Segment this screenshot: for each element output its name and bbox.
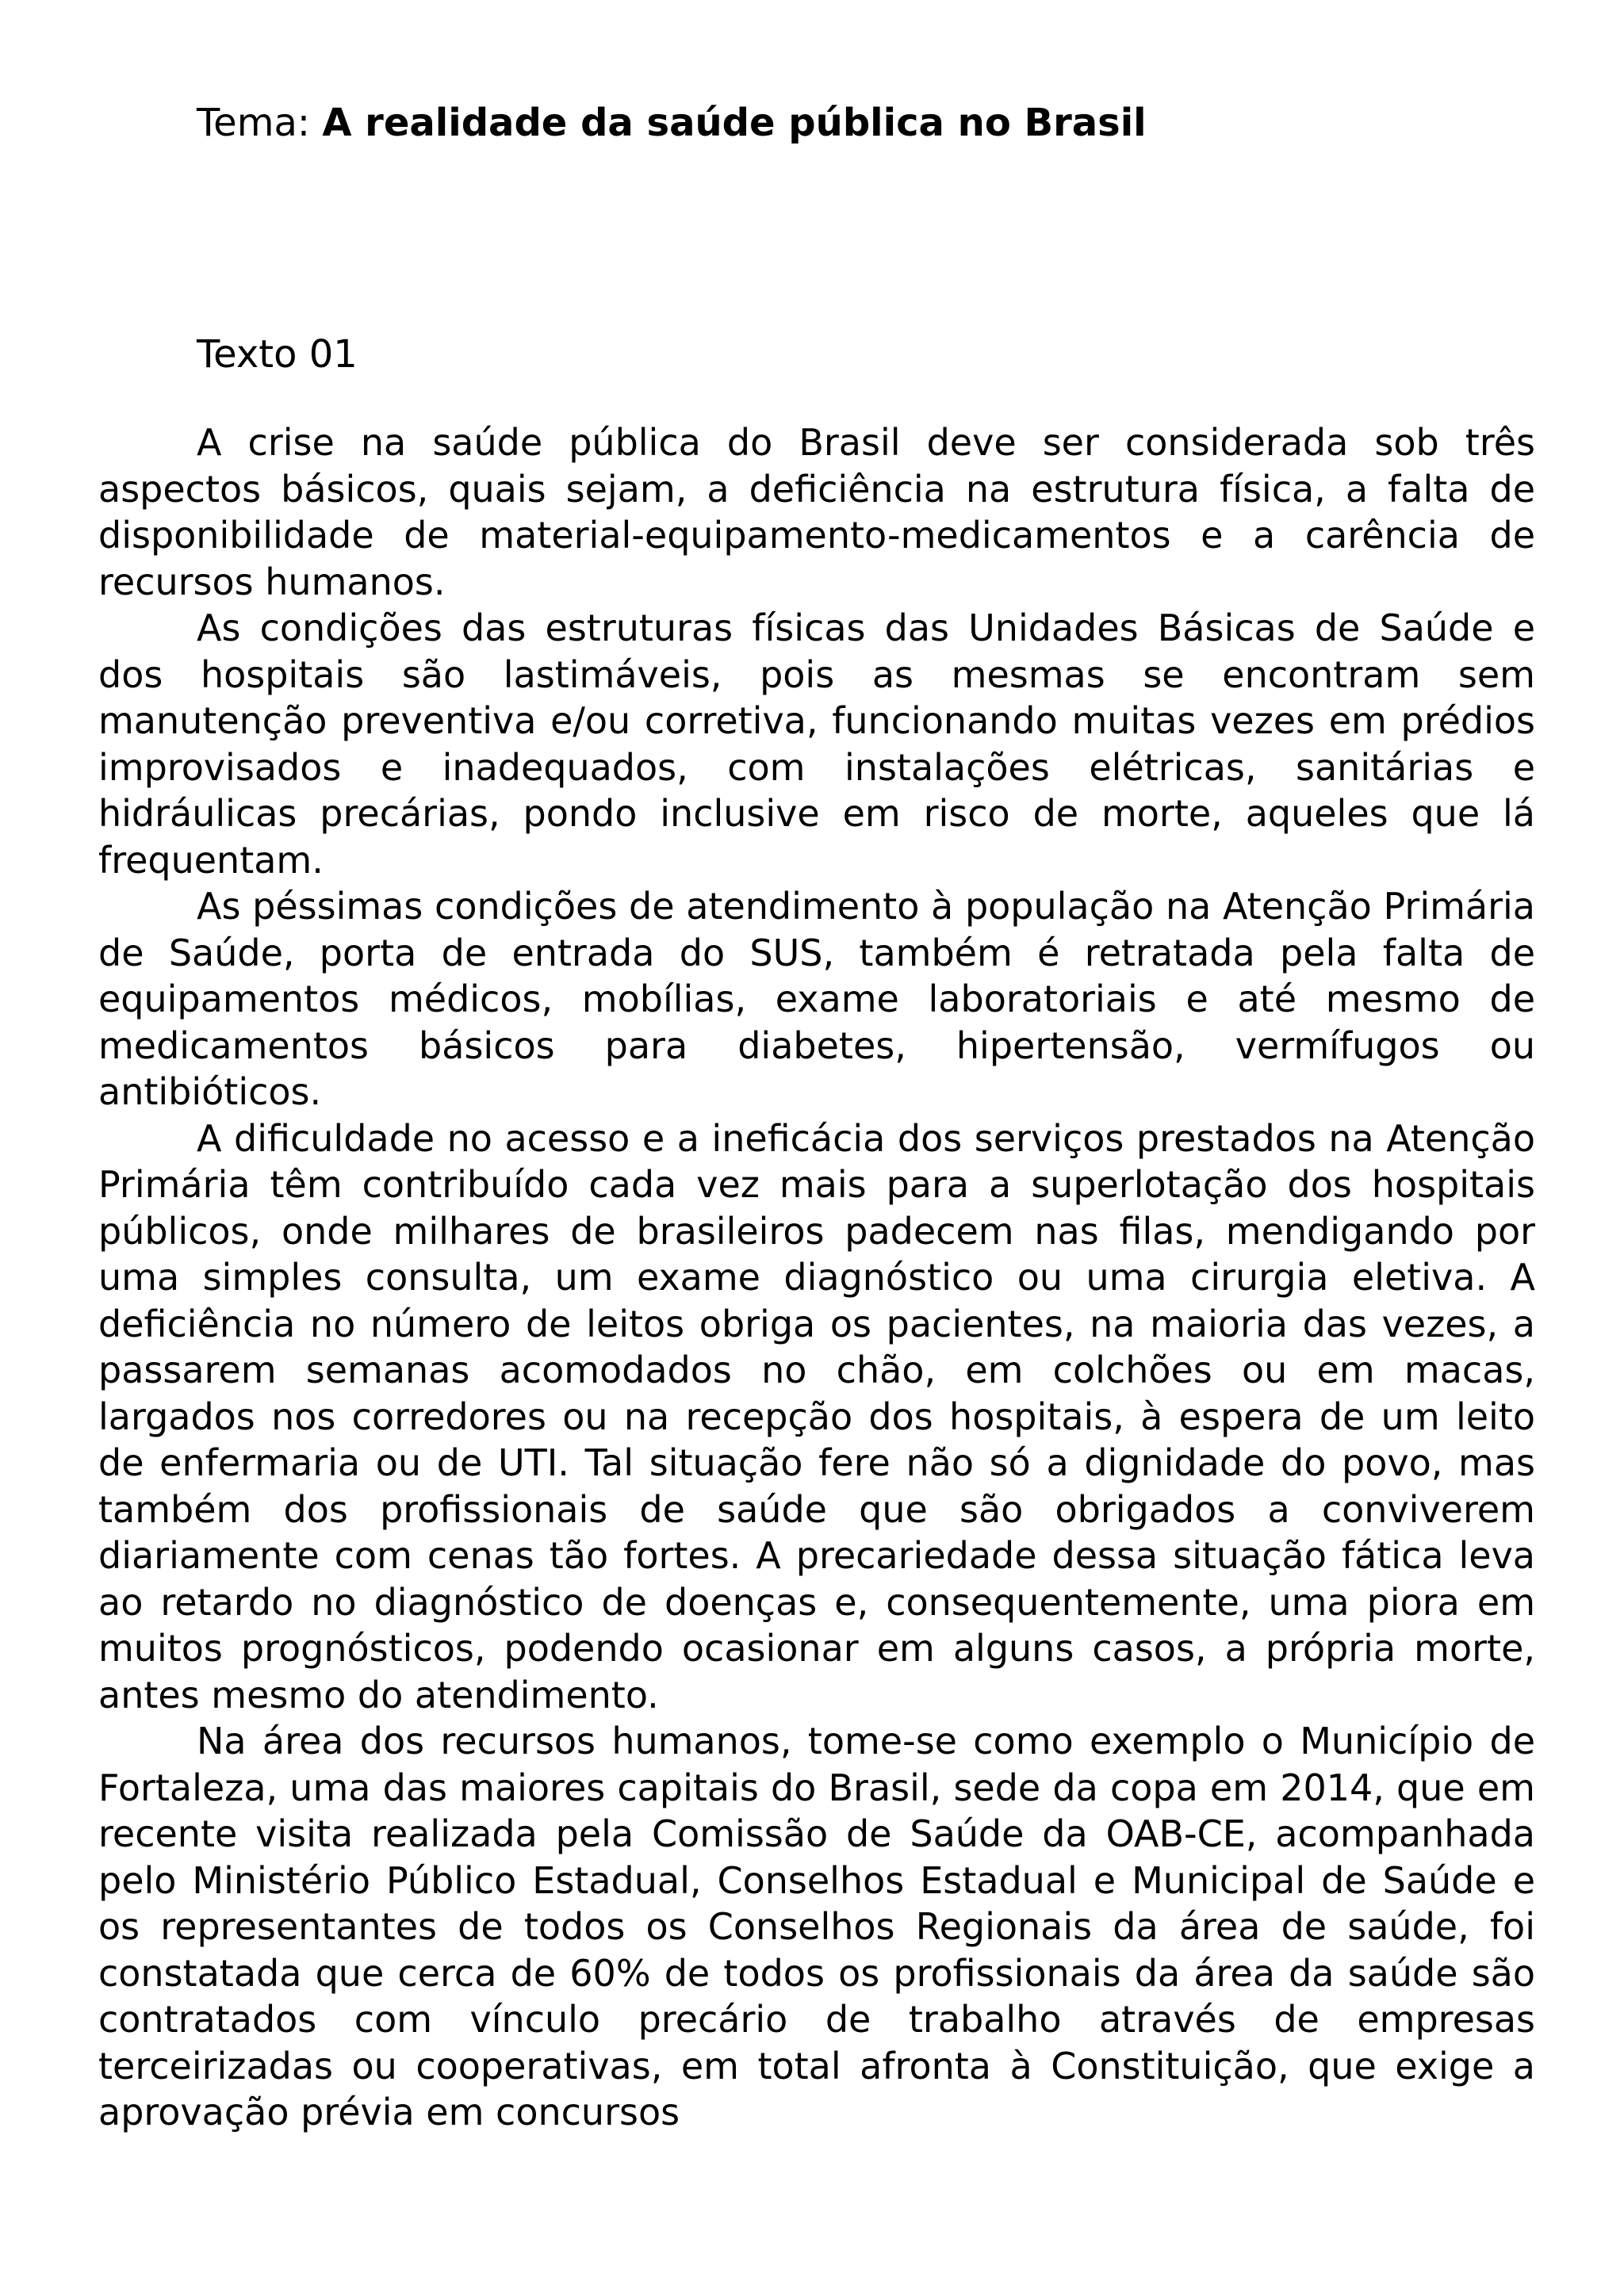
paragraph: Na área dos recursos humanos, tome-se como exemplo o Município de Fortaleza, uma das maiores capitais do Brasil, sede da copa em 2014, que em recente visita realizada pela Comissão de Saúde da OAB-CE, acompanhada pelo Ministério Público Estadual, Conselhos Estadual e Municipal de Saúde e os representantes de todos os Conselhos Regionais da área de saúde, foi constatada que cerca de 60% de todos os profissionais da área da saúde são contratados com vínculo precário de trabalho através de empresas terceirizadas ou cooperativas, em total afronta à Constituição, que exige a aprovação prévia em concursos xyxy=(98,1720,1535,2133)
theme-label: Tema: xyxy=(197,101,311,145)
paragraph: As péssimas condições de atendimento à população na Atenção Primária de Saúde, porta de entrada do SUS, também é retratada pela falta de equipamentos médicos, mobílias, exame laboratoriais e até mesmo de medicamentos básicos para diabetes, hipertensão, vermífugos ou antibióticos. xyxy=(98,885,1535,1113)
body-text xyxy=(98,419,1535,2136)
theme-title: A realidade da saúde pública no Brasil xyxy=(322,101,1147,145)
paragraph: A crise na saúde pública do Brasil deve ser considerada sob três aspectos básicos, quais sejam, a deficiência na estrutura física, a falta de disponibilidade de material-equipamento-medicamentos e a carência de recursos humanos. xyxy=(98,421,1535,603)
paragraph: A dificuldade no acesso e a ineficácia dos serviços prestados na Atenção Primária têm contribuído cada vez mais para a superlotação dos hospitais públicos, onde milhares de brasileiros padecem nas filas, mendigando por uma simples consulta, um exame diagnóstico ou uma cirurgia eletiva. A deficiência no número de leitos obriga os pacientes, na maioria das vezes, a passarem semanas acomodados no chão, em colchões ou em macas, largados nos corredores ou na recepção dos hospitais, à espera de um leito de enfermaria ou de UTI. Tal situação fere não só a dignidade do povo, mas também dos profissionais de saúde que são obrigados a conviverem diariamente com cenas tão fortes. A precariedade dessa situação fática leva ao retardo no diagnóstico de doenças e, consequentemente, uma piora em muitos prognósticos, podendo ocasionar em alguns casos, a própria morte, antes mesmo do atendimento. xyxy=(98,1116,1535,1716)
paragraph: As condições das estruturas físicas das Unidades Básicas de Saúde e dos hospitais são lastimáveis, pois as mesmas se encontram sem manutenção preventiva e/ou corretiva, funcionando muitas vezes em prédios improvisados e inadequados, com instalações elétricas, sanitárias e hidráulicas precárias, pondo inclusive em risco de morte, aqueles que lá frequentam. xyxy=(98,607,1535,882)
text-number-label: Texto 01 xyxy=(197,332,358,377)
theme-heading xyxy=(197,95,1147,151)
